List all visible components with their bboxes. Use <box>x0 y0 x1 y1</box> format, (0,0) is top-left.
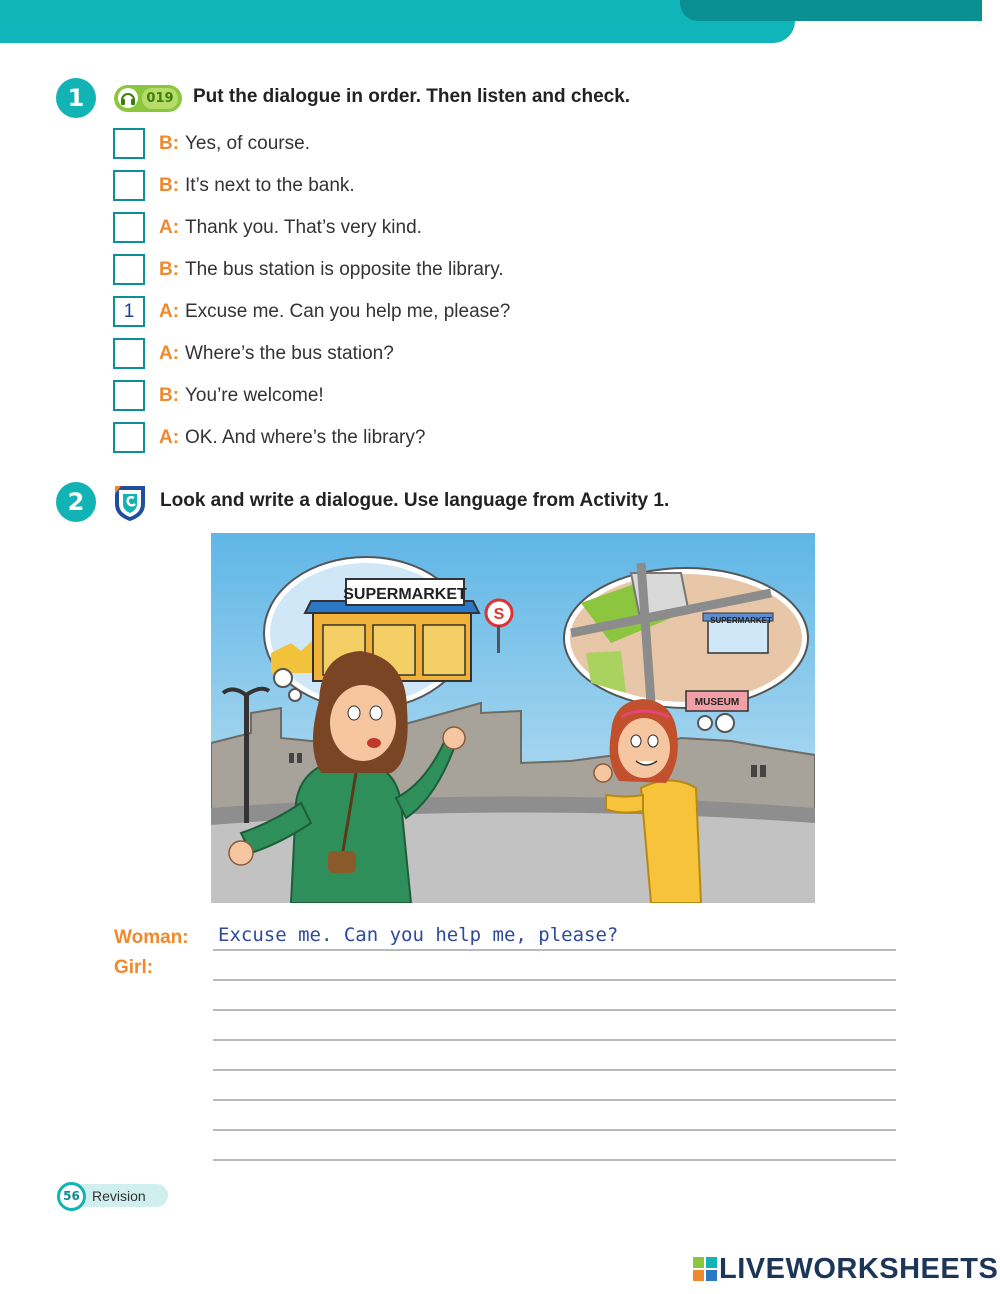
header-band <box>0 0 795 43</box>
girl-label: Girl: <box>114 957 154 978</box>
liveworksheets-logo-icon <box>693 1257 717 1281</box>
footer-section-label: Revision <box>92 1188 146 1204</box>
map-supermarket-sign: SUPERMARKET <box>710 616 772 625</box>
dialogue-line: OK. And where’s the library? <box>185 427 426 448</box>
dialogue-line: Yes, of course. <box>185 133 310 154</box>
activity-2-number: 2 <box>56 482 96 522</box>
activity-1-number: 1 <box>56 78 96 118</box>
dialogue-item <box>113 295 713 337</box>
dialogue-item <box>113 253 713 295</box>
order-answer-box[interactable] <box>113 212 145 243</box>
dialogue-item <box>113 211 713 253</box>
activity-1-instruction: Put the dialogue in order. Then listen and check. <box>193 86 631 107</box>
dialogue-line: It’s next to the bank. <box>185 175 355 196</box>
dialogue-item <box>113 337 713 379</box>
speaker-label: A: <box>159 217 180 238</box>
scene-illustration <box>211 533 815 903</box>
writing-line[interactable] <box>213 1069 896 1071</box>
speaker-label: A: <box>159 343 180 364</box>
audio-track-badge[interactable] <box>114 85 182 112</box>
writing-line[interactable] <box>213 979 896 981</box>
order-answer-box[interactable] <box>113 170 145 201</box>
dialogue-item <box>113 127 713 169</box>
order-answer-box[interactable] <box>113 422 145 453</box>
dialogue-line: The bus station is opposite the library. <box>185 259 504 280</box>
store-logo: S <box>493 606 505 623</box>
dialogue-line: Excuse me. Can you help me, please? <box>185 301 511 322</box>
museum-sign: MUSEUM <box>694 697 740 708</box>
order-answer-box[interactable] <box>113 128 145 159</box>
order-answer-box[interactable] <box>113 338 145 369</box>
shield-icon <box>113 484 147 522</box>
track-number: 019 <box>142 88 178 109</box>
speaker-label: B: <box>159 133 180 154</box>
dialogue-item <box>113 421 713 463</box>
writing-line[interactable] <box>213 1009 896 1011</box>
writing-line[interactable] <box>213 1129 896 1131</box>
writing-line[interactable] <box>213 1099 896 1101</box>
order-answer-box[interactable] <box>113 380 145 411</box>
dialogue-list <box>113 127 713 463</box>
writing-line[interactable] <box>213 1159 896 1161</box>
speaker-label: B: <box>159 385 180 406</box>
speaker-label: B: <box>159 175 180 196</box>
speaker-label: B: <box>159 259 180 280</box>
dialogue-item <box>113 169 713 211</box>
speaker-label: A: <box>159 427 180 448</box>
dialogue-line: Thank you. That’s very kind. <box>185 217 422 238</box>
header-tab <box>680 0 982 21</box>
woman-answer-line[interactable]: Excuse me. Can you help me, please? <box>218 924 619 946</box>
writing-line[interactable] <box>213 1039 896 1041</box>
brand-wordmark[interactable]: LIVEWORKSHEETS <box>719 1253 999 1285</box>
woman-label: Woman: <box>114 927 189 948</box>
order-answer-box[interactable]: 1 <box>113 296 145 327</box>
dialogue-item <box>113 379 713 421</box>
writing-line[interactable] <box>213 949 896 951</box>
activity-2-instruction: Look and write a dialogue. Use language from Activity 1. <box>160 490 670 511</box>
speaker-label: A: <box>159 301 180 322</box>
page-number: 56 <box>57 1182 86 1211</box>
dialogue-line: You’re welcome! <box>185 385 324 406</box>
order-answer-box[interactable] <box>113 254 145 285</box>
supermarket-sign: SUPERMARKET <box>343 586 467 603</box>
dialogue-line: Where’s the bus station? <box>185 343 394 364</box>
headphones-icon <box>118 88 138 108</box>
